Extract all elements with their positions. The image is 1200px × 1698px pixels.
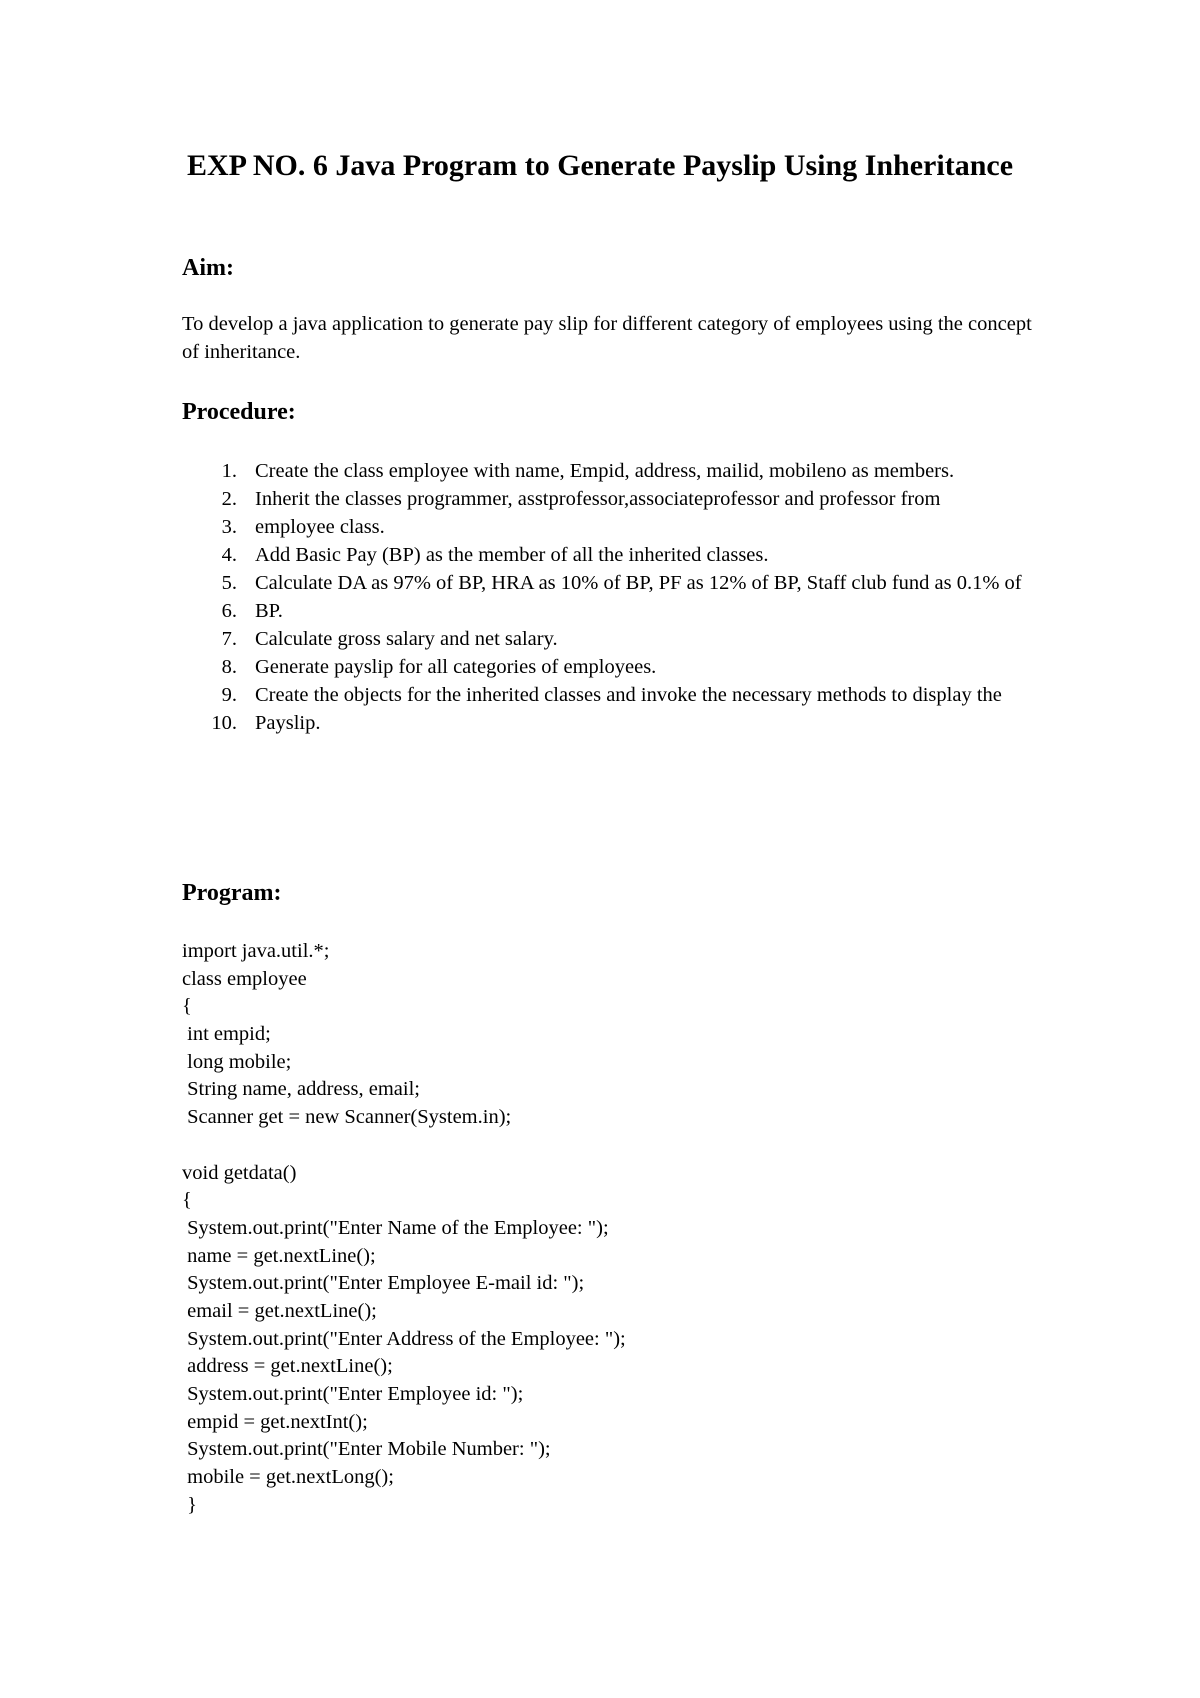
list-item <box>182 625 1042 653</box>
code-line: System.out.print("Enter Employee id: "); <box>182 1383 524 1405</box>
code-line: Scanner get = new Scanner(System.in); <box>182 1106 512 1129</box>
step-number: 5. <box>221 572 237 594</box>
step-number: 6. <box>221 600 237 622</box>
list-item <box>182 597 1042 625</box>
step-text: Calculate gross salary and net salary. <box>255 628 558 650</box>
list-item <box>182 681 1042 709</box>
step-text: Create the objects for the inherited classes and invoke the necessary methods to display the <box>255 684 1002 706</box>
code-line: void getdata() <box>182 1161 297 1184</box>
code-line <box>182 1132 1042 1160</box>
code-line: name = get.nextLine(); <box>182 1244 376 1267</box>
code-line: import java.util.*; <box>182 940 330 962</box>
step-text: Calculate DA as 97% of BP, HRA as 10% of BP, PF as 12% of BP, Staff club fund as 0.1% of <box>255 572 1022 594</box>
code-line: empid = get.nextInt(); <box>182 1410 368 1433</box>
code-line: { <box>182 995 192 1018</box>
aim-heading: Aim: <box>182 255 234 281</box>
step-text: Generate payslip for all categories of employees. <box>255 656 657 678</box>
step-number: 10. <box>211 712 237 734</box>
step-number: 4. <box>221 544 237 566</box>
step-number: 3. <box>221 516 237 538</box>
step-text: employee class. <box>255 516 385 538</box>
step-number: 8. <box>221 656 237 678</box>
step-number: 1. <box>221 460 237 482</box>
code-line: address = get.nextLine(); <box>182 1355 393 1378</box>
list-item <box>182 653 1042 681</box>
code-line: System.out.print("Enter Employee E-mail id: "); <box>182 1272 585 1295</box>
step-text: BP. <box>255 600 283 622</box>
list-item <box>182 709 1042 737</box>
page-title: EXP NO. 6 Java Program to Generate Payslip Using Inheritance <box>186 149 1014 182</box>
list-item <box>182 513 1042 541</box>
program-code-block <box>182 938 1042 1519</box>
code-line: class employee <box>182 967 307 990</box>
list-item <box>182 457 1042 485</box>
step-number: 2. <box>221 488 237 510</box>
step-number: 9. <box>221 684 237 706</box>
aim-text: To develop a java application to generate pay slip for different category of employees using the concept of inheritance. <box>182 313 1032 363</box>
code-line: long mobile; <box>182 1050 292 1073</box>
program-heading: Program: <box>182 880 282 906</box>
step-text: Inherit the classes programmer, asstprofessor,associateprofessor and professor from <box>255 488 941 510</box>
step-number: 7. <box>221 628 237 650</box>
code-line: System.out.print("Enter Name of the Employee: "); <box>182 1216 609 1239</box>
list-item <box>182 541 1042 569</box>
code-line: System.out.print("Enter Mobile Number: "); <box>182 1438 551 1461</box>
code-line: mobile = get.nextLong(); <box>182 1466 394 1489</box>
code-line: { <box>182 1189 192 1212</box>
code-line: System.out.print("Enter Address of the Employee: "); <box>182 1327 626 1350</box>
list-item <box>182 485 1042 513</box>
code-line: } <box>182 1493 197 1516</box>
step-text: Payslip. <box>255 712 321 734</box>
procedure-steps-list <box>182 457 1042 737</box>
procedure-heading: Procedure: <box>182 399 296 425</box>
step-text: Add Basic Pay (BP) as the member of all the inherited classes. <box>255 544 769 566</box>
code-line: int empid; <box>182 1023 271 1046</box>
step-text: Create the class employee with name, Empid, address, mailid, mobileno as members. <box>255 460 955 482</box>
code-line: String name, address, email; <box>182 1078 420 1101</box>
list-item <box>182 569 1042 597</box>
code-line: email = get.nextLine(); <box>182 1299 377 1322</box>
